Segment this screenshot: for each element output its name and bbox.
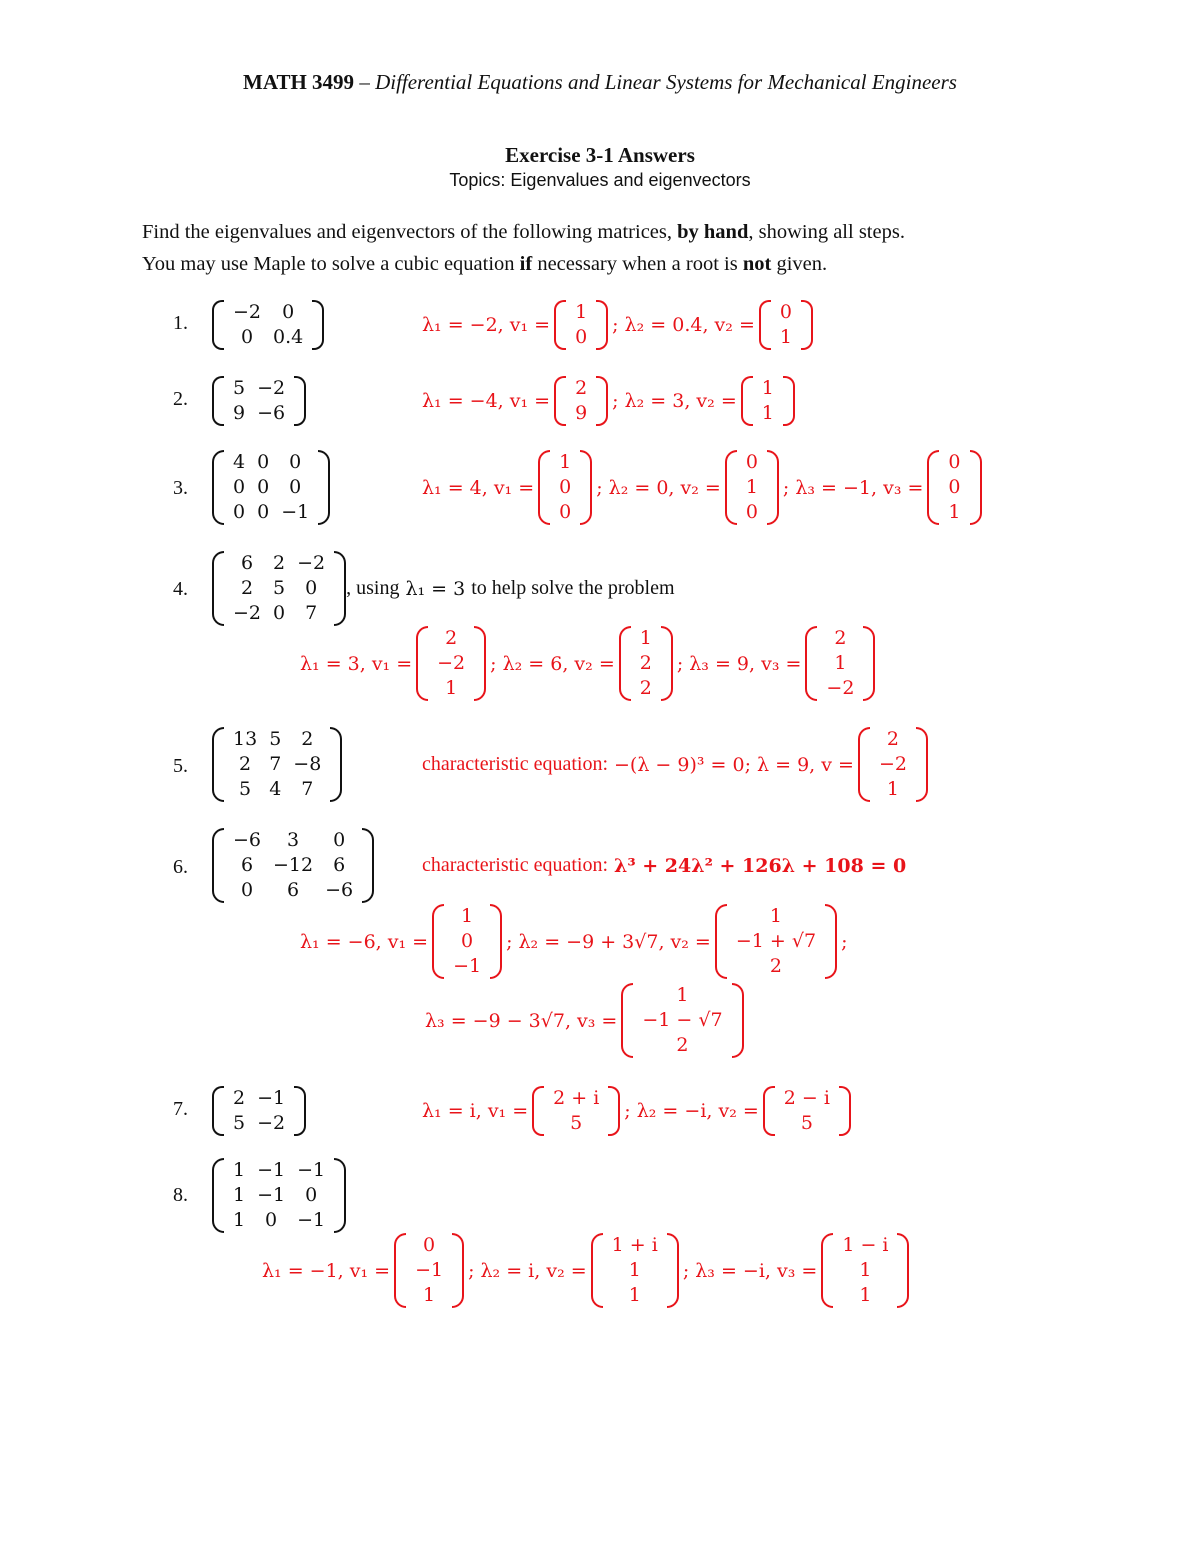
left-paren — [763, 1086, 775, 1136]
matrix-entry: −6 — [325, 879, 354, 901]
matrix-entry: 1 — [461, 905, 474, 927]
problem-6-matrix — [212, 828, 374, 903]
eigen-pair: λ₁ = 4, v₁ = — [422, 476, 535, 499]
matrix-entry: −2 — [233, 301, 262, 323]
problem-6-answer-b — [425, 983, 748, 1058]
left-paren — [432, 904, 444, 979]
matrix — [212, 376, 306, 426]
eigenvector — [763, 1086, 851, 1136]
eigenvector — [805, 626, 875, 701]
eigen-pair: λ₁ = −4, v₁ = — [422, 390, 551, 412]
right-paren — [596, 376, 608, 426]
header-dash: – — [354, 70, 376, 94]
matrix-entry: 1 — [628, 1284, 641, 1306]
right-paren — [596, 300, 608, 350]
left-paren — [212, 828, 224, 903]
right-paren — [330, 727, 342, 802]
matrix-entry: 2 — [769, 955, 782, 977]
matrix-entry: −1 — [257, 1159, 286, 1181]
eigenvector — [532, 1086, 620, 1136]
separator: ; — [841, 930, 848, 953]
matrix-entry: 4 — [269, 778, 282, 800]
matrix-entry: −2 — [257, 377, 286, 399]
eigenvector — [619, 626, 673, 701]
problem-6-char-eq — [422, 854, 906, 877]
instructions-line-1 — [142, 216, 905, 248]
exercise-topics: Topics: Eigenvalues and eigenvectors — [449, 170, 751, 190]
problem-5-matrix — [212, 727, 342, 802]
matrix-entry: 5 — [233, 1112, 246, 1134]
instr-text: You may use Maple to solve a cubic equation — [142, 253, 520, 275]
course-subtitle: Differential Equations and Linear Systems for Mechanical Engineers — [375, 70, 957, 94]
matrix-entry: 0 — [559, 501, 572, 523]
left-paren — [741, 376, 753, 426]
hint-text: to help solve the problem — [471, 577, 675, 599]
matrix-entry: 0 — [423, 1234, 436, 1256]
matrix-entry: 9 — [575, 402, 588, 424]
matrix — [212, 727, 342, 802]
right-paren — [334, 1158, 346, 1233]
eigen-pair: ; λ₂ = −9 + 3√7, v₂ = — [506, 930, 711, 953]
instr-text: , showing all steps. — [748, 221, 905, 243]
instr-bold: if — [519, 253, 533, 275]
matrix-entry: −2 — [233, 602, 262, 624]
matrix-entry: 1 — [948, 501, 961, 523]
problem-6-answer-a — [300, 904, 847, 979]
matrix-entry: −1 — [257, 1184, 286, 1206]
exercise-title: Exercise 3-1 Answers — [505, 143, 695, 167]
matrix-entry: 7 — [305, 602, 318, 624]
problem-4-statement — [212, 551, 675, 626]
eigenvector — [591, 1233, 679, 1308]
matrix-entry: 1 — [834, 652, 847, 674]
matrix-entry: 0 — [265, 1209, 278, 1231]
matrix-entry: −8 — [293, 753, 322, 775]
eigenvector — [927, 450, 981, 525]
eigen-pair: λ₁ = 3, v₁ = — [300, 652, 413, 675]
matrix-entry: 0 — [305, 577, 318, 599]
eigen-pair: ; λ₂ = −i, v₂ = — [624, 1100, 759, 1122]
left-paren — [805, 626, 817, 701]
matrix-entry: 1 — [761, 377, 774, 399]
right-paren — [661, 626, 673, 701]
matrix-entry: 4 — [233, 451, 246, 473]
matrix-entry: 2 — [639, 652, 652, 674]
left-paren — [927, 450, 939, 525]
eigen-pair: ; λ₂ = i, v₂ = — [468, 1259, 587, 1282]
matrix-entry: 0 — [233, 501, 246, 523]
eigen-pair: λ₁ = i, v₁ = — [422, 1100, 529, 1122]
matrix-entry: 1 − i — [842, 1234, 889, 1256]
matrix-entry: 1 — [639, 627, 652, 649]
matrix-entry: 7 — [269, 753, 282, 775]
matrix — [212, 551, 346, 626]
problem-number: 3. — [173, 477, 188, 499]
matrix-entry: 0 — [273, 602, 286, 624]
matrix-entry: −1 — [415, 1259, 444, 1281]
matrix-entry: 3 — [287, 829, 300, 851]
problem-number: 6. — [173, 856, 188, 878]
left-paren — [212, 551, 224, 626]
instr-text: given. — [771, 253, 828, 275]
matrix-entry: 0.4 — [273, 326, 304, 348]
matrix-entry: 6 — [240, 552, 254, 574]
eigenvector — [432, 904, 502, 979]
course-header — [0, 70, 1200, 95]
matrix-entry: 7 — [301, 778, 314, 800]
instr-bold: not — [742, 253, 772, 275]
right-paren — [825, 904, 837, 979]
matrix-entry: −1 + √7 — [735, 930, 817, 952]
matrix-entry: 0 — [745, 451, 758, 473]
right-paren — [783, 376, 795, 426]
left-paren — [212, 376, 224, 426]
problem-8-answer — [262, 1233, 913, 1308]
matrix-entry: 5 — [570, 1112, 583, 1134]
problem-2-matrix — [212, 376, 306, 426]
matrix-entry: −1 − √7 — [642, 1009, 723, 1031]
left-paren — [416, 626, 428, 701]
eigen-pair: ; λ₂ = 0.4, v₂ = — [612, 314, 755, 336]
course-code: MATH 3499 — [243, 70, 355, 94]
matrix-entry: 1 — [233, 1159, 246, 1181]
right-paren — [334, 551, 346, 626]
char-eq: −(λ − 9)³ = 0; λ = 9, v = — [614, 753, 854, 776]
right-paren — [580, 450, 592, 525]
matrix-entry: 0 — [948, 476, 961, 498]
eigen-pair: λ₃ = −9 − 3√7, v₃ = — [425, 1009, 618, 1032]
matrix-entry: 0 — [745, 501, 758, 523]
matrix-entry: 0 — [257, 501, 270, 523]
matrix-entry: −1 — [297, 1209, 326, 1231]
matrix-entry: −2 — [437, 652, 466, 674]
eigenvector — [394, 1233, 464, 1308]
matrix-entry: 0 — [575, 326, 588, 348]
instr-text: Find the eigenvalues and eigenvectors of the following matrices, — [142, 221, 678, 243]
right-paren — [490, 904, 502, 979]
matrix-entry: 2 − i — [783, 1087, 830, 1109]
left-paren — [591, 1233, 603, 1308]
matrix-entry: 9 — [233, 402, 246, 424]
problem-1-matrix — [212, 300, 324, 350]
problem-number: 5. — [173, 755, 188, 777]
matrix-entry: 1 — [859, 1259, 872, 1281]
matrix-entry: 2 — [575, 377, 588, 399]
left-paren — [212, 1158, 224, 1233]
matrix-entry: −2 — [878, 753, 907, 775]
matrix-entry: 2 — [239, 753, 252, 775]
eigenvector — [416, 626, 486, 701]
left-paren — [212, 300, 224, 350]
right-paren — [897, 1233, 909, 1308]
right-paren — [318, 450, 330, 525]
matrix — [212, 450, 330, 525]
matrix-entry: 5 — [269, 728, 282, 750]
matrix — [212, 1158, 346, 1233]
matrix-entry: 6 — [287, 879, 300, 901]
matrix-entry: 0 — [305, 1184, 318, 1206]
problem-4-answer — [300, 626, 879, 701]
matrix-entry: −6 — [257, 402, 286, 424]
matrix-entry: 2 — [886, 728, 899, 750]
eigenvector — [554, 376, 608, 426]
eigen-pair: ; λ₃ = 9, v₃ = — [676, 652, 802, 675]
eigen-pair: ; λ₂ = 6, v₂ = — [490, 652, 615, 675]
left-paren — [858, 727, 870, 802]
hint-text: , using — [346, 577, 400, 599]
matrix-entry: 2 — [445, 627, 458, 649]
eigenvector — [759, 300, 813, 350]
problem-number: 8. — [173, 1184, 188, 1206]
matrix-entry: 0 — [333, 829, 346, 851]
right-paren — [667, 1233, 679, 1308]
matrix-entry: 1 — [886, 778, 899, 800]
matrix-entry: 1 — [761, 402, 774, 424]
matrix-entry: 6 — [240, 854, 254, 876]
eigenvector — [621, 983, 743, 1058]
right-paren — [863, 626, 875, 701]
matrix-entry: 5 — [273, 577, 286, 599]
matrix-entry: 1 — [575, 301, 588, 323]
problem-8-matrix — [212, 1158, 346, 1233]
left-paren — [554, 376, 566, 426]
instr-bold: by hand — [677, 221, 749, 243]
eigenvector — [858, 727, 928, 802]
matrix-entry: −2 — [257, 1112, 286, 1134]
matrix-entry: 1 — [628, 1259, 641, 1281]
right-paren — [294, 376, 306, 426]
eigenvector — [821, 1233, 909, 1308]
right-paren — [362, 828, 374, 903]
eigen-pair: λ₁ = −6, v₁ = — [300, 930, 429, 953]
right-paren — [970, 450, 982, 525]
matrix-entry: 1 — [233, 1184, 246, 1206]
right-paren — [312, 300, 324, 350]
matrix-entry: 0 — [240, 879, 254, 901]
right-paren — [294, 1086, 306, 1136]
matrix-entry: 1 — [423, 1284, 436, 1306]
eigen-pair: λ₁ = −2, v₁ = — [422, 314, 551, 336]
char-eq-label: characteristic equation: — [422, 854, 609, 876]
right-paren — [801, 300, 813, 350]
matrix-entry: 2 — [240, 577, 254, 599]
eigen-pair: ; λ₃ = −i, v₃ = — [682, 1259, 818, 1282]
problem-7-matrix — [212, 1086, 306, 1136]
matrix-entry: 0 — [257, 476, 270, 498]
matrix-entry: −1 — [453, 955, 482, 977]
matrix-entry: 5 — [800, 1112, 813, 1134]
problem-1-answer — [422, 300, 817, 350]
matrix-entry: 2 — [301, 728, 314, 750]
right-paren — [474, 626, 486, 701]
matrix — [212, 1086, 306, 1136]
problem-7-answer — [422, 1086, 855, 1136]
matrix-entry: 0 — [779, 301, 792, 323]
matrix-entry: 2 — [273, 552, 286, 574]
left-paren — [821, 1233, 833, 1308]
left-paren — [538, 450, 550, 525]
problem-3-matrix — [212, 450, 330, 525]
matrix-entry: 2 — [676, 1034, 689, 1056]
problem-number: 7. — [173, 1098, 188, 1120]
matrix-entry: 2 — [233, 1087, 246, 1109]
right-paren — [916, 727, 928, 802]
left-paren — [725, 450, 737, 525]
instr-text: necessary when a root is — [532, 253, 743, 275]
left-paren — [554, 300, 566, 350]
matrix-entry: 1 — [745, 476, 758, 498]
matrix-entry: 1 — [559, 451, 572, 473]
matrix-entry: 1 — [445, 677, 458, 699]
eigenvector — [715, 904, 837, 979]
left-paren — [619, 626, 631, 701]
matrix-entry: 1 — [676, 984, 689, 1006]
matrix-entry: 0 — [289, 451, 302, 473]
eigenvector — [725, 450, 779, 525]
matrix — [212, 300, 324, 350]
matrix-entry: 1 — [769, 905, 782, 927]
matrix — [212, 828, 374, 903]
left-paren — [212, 450, 224, 525]
matrix-entry: 1 + i — [611, 1234, 658, 1256]
matrix-entry: −1 — [281, 501, 310, 523]
problem-number: 2. — [173, 388, 188, 410]
problem-3-answer — [422, 450, 986, 525]
eigen-pair: λ₁ = −1, v₁ = — [262, 1259, 391, 1282]
matrix-entry: 2 — [834, 627, 847, 649]
matrix-entry: 5 — [239, 778, 252, 800]
matrix-entry: 0 — [461, 930, 474, 952]
char-eq: λ³ + 24λ² + 126λ + 108 = 0 — [614, 854, 907, 877]
left-paren — [532, 1086, 544, 1136]
matrix-entry: 13 — [233, 728, 258, 750]
matrix-entry: 2 + i — [553, 1087, 600, 1109]
eigenvector — [741, 376, 795, 426]
problem-2-answer — [422, 376, 799, 426]
matrix-entry: −2 — [297, 552, 326, 574]
matrix-entry: 0 — [559, 476, 572, 498]
matrix-entry: 1 — [233, 1209, 246, 1231]
matrix-entry: 0 — [240, 326, 254, 348]
matrix-entry: −1 — [257, 1087, 286, 1109]
right-paren — [452, 1233, 464, 1308]
instructions-line-2 — [142, 248, 827, 280]
matrix-entry: 2 — [639, 677, 652, 699]
left-paren — [621, 983, 633, 1058]
problem-5-answer — [422, 727, 932, 802]
matrix-entry: 1 — [779, 326, 792, 348]
matrix-entry: 5 — [233, 377, 246, 399]
left-paren — [759, 300, 771, 350]
matrix-entry: −1 — [297, 1159, 326, 1181]
eigen-pair: ; λ₂ = 3, v₂ = — [612, 390, 737, 412]
eigen-pair: ; λ₃ = −1, v₃ = — [782, 476, 924, 499]
eigenvector — [538, 450, 592, 525]
matrix-entry: 6 — [333, 854, 346, 876]
matrix-entry: −6 — [233, 829, 262, 851]
right-paren — [767, 450, 779, 525]
eigenvector — [554, 300, 608, 350]
right-paren — [608, 1086, 620, 1136]
left-paren — [212, 727, 224, 802]
right-paren — [839, 1086, 851, 1136]
problem-number: 1. — [173, 312, 188, 334]
eigen-pair: ; λ₂ = 0, v₂ = — [596, 476, 721, 499]
problem-number: 4. — [173, 578, 188, 600]
left-paren — [394, 1233, 406, 1308]
matrix-entry: −12 — [273, 854, 314, 876]
matrix-entry: 0 — [282, 301, 295, 323]
right-paren — [732, 983, 744, 1058]
char-eq-label: characteristic equation: — [422, 753, 609, 775]
matrix-entry: 0 — [257, 451, 270, 473]
left-paren — [715, 904, 727, 979]
matrix-entry: 0 — [289, 476, 302, 498]
matrix-entry: 0 — [948, 451, 961, 473]
matrix-entry: −2 — [826, 677, 855, 699]
matrix-entry: 0 — [233, 476, 246, 498]
hint-math: λ₁ = 3 — [405, 577, 466, 600]
left-paren — [212, 1086, 224, 1136]
matrix-entry: 1 — [859, 1284, 872, 1306]
